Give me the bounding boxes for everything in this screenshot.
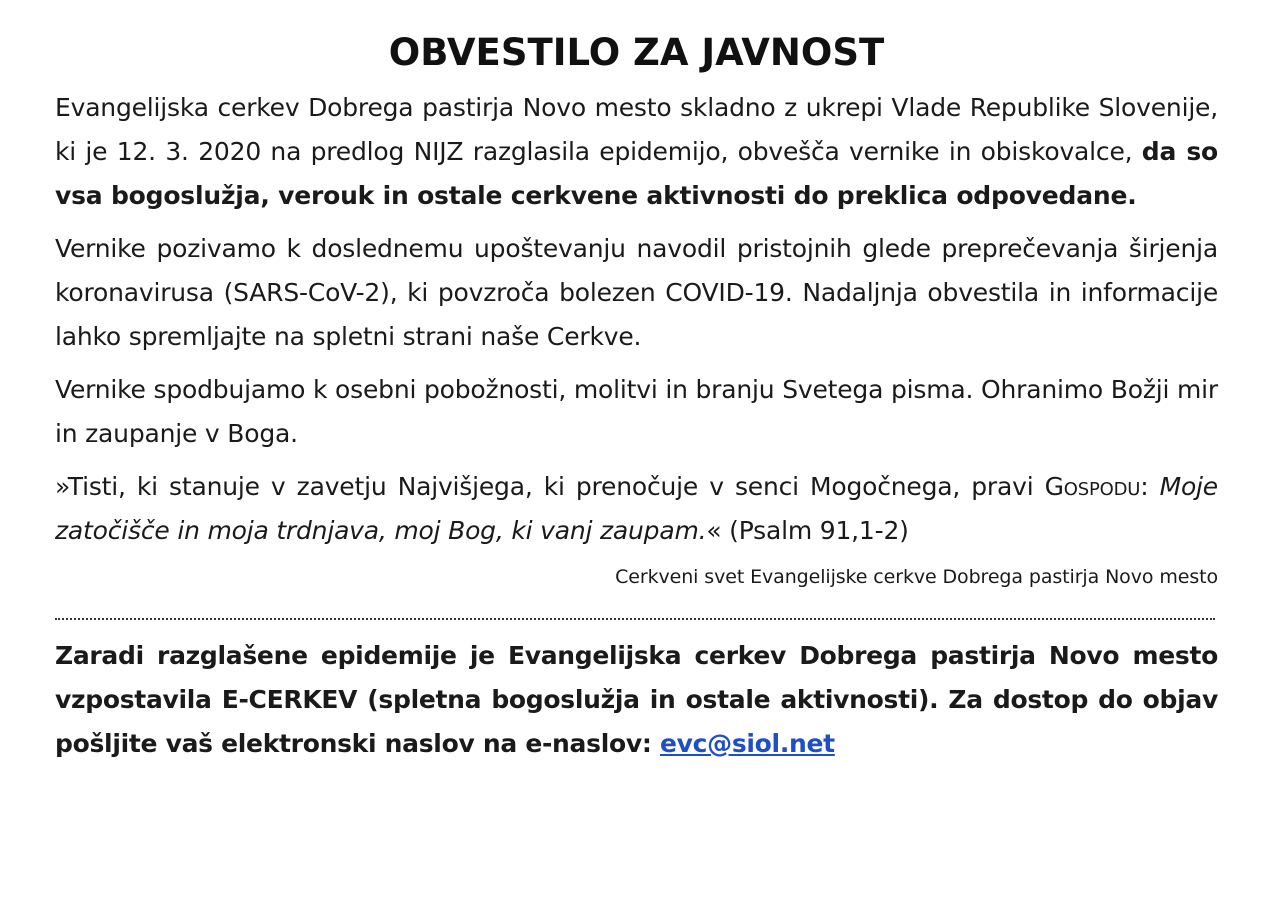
signature: Cerkveni svet Evangelijske cerkve Dobrega pastirja Novo mesto	[615, 566, 1218, 588]
quote-colon: :	[1140, 472, 1160, 501]
psalm-quote	[55, 465, 1218, 553]
dotted-divider	[55, 618, 1215, 620]
quote-italic: Moje zatočišče in moja trdnjava, moj Bog, ki vanj zaupam.	[55, 472, 1218, 545]
quote-closing: « (Psalm 91,1-2)	[706, 516, 909, 545]
quote-opening: »Tisti, ki stanuje v zavetju Najvišjega, ki prenočuje v senci Mogočnega, pravi	[55, 472, 1045, 501]
paragraph-cancellation-text: Evangelijska cerkev Dobrega pastirja Novo mesto skladno z ukrepi Vlade Republike Slovenije, ki je 12. 3. 2020 na predlog NIJZ razglasila epidemijo, obvešča vernike in obiskovalce,	[55, 93, 1218, 166]
notice-document	[55, 28, 1218, 766]
paragraph-cancellation-bold: da so vsa bogoslužja, verouk in ostale cerkvene aktivnosti do preklica odpovedane.	[55, 137, 1218, 210]
email-link[interactable]: evc@siol.net	[659, 729, 835, 758]
quote-lord: Gospodu	[1044, 472, 1141, 501]
paragraph-cancellation	[55, 86, 1218, 218]
page-title: OBVESTILO ZA JAVNOST	[388, 31, 885, 74]
paragraph-devotion: Vernike spodbujamo k osebni pobožnosti, molitvi in branju Svetega pisma. Ohranimo Božji mir in zaupanje v Boga.	[55, 375, 1218, 448]
e-church-notice	[55, 634, 1218, 766]
paragraph-guidelines: Vernike pozivamo k doslednemu upoštevanju navodil pristojnih glede preprečevanja širjenja koronavirusa (SARS-CoV-2), ki povzroča bolezen COVID-19. Nadaljnja obvestila in informacije lahko spremljajte na spletni strani naše Cerkve.	[55, 234, 1218, 351]
e-church-notice-text: Zaradi razglašene epidemije je Evangelijska cerkev Dobrega pastirja Novo mesto vzpostavila E-CERKEV (spletna bogoslužja in ostale aktivnosti). Za dostop do objav pošljite vaš elektronski naslov na e-naslov:	[55, 641, 1218, 758]
